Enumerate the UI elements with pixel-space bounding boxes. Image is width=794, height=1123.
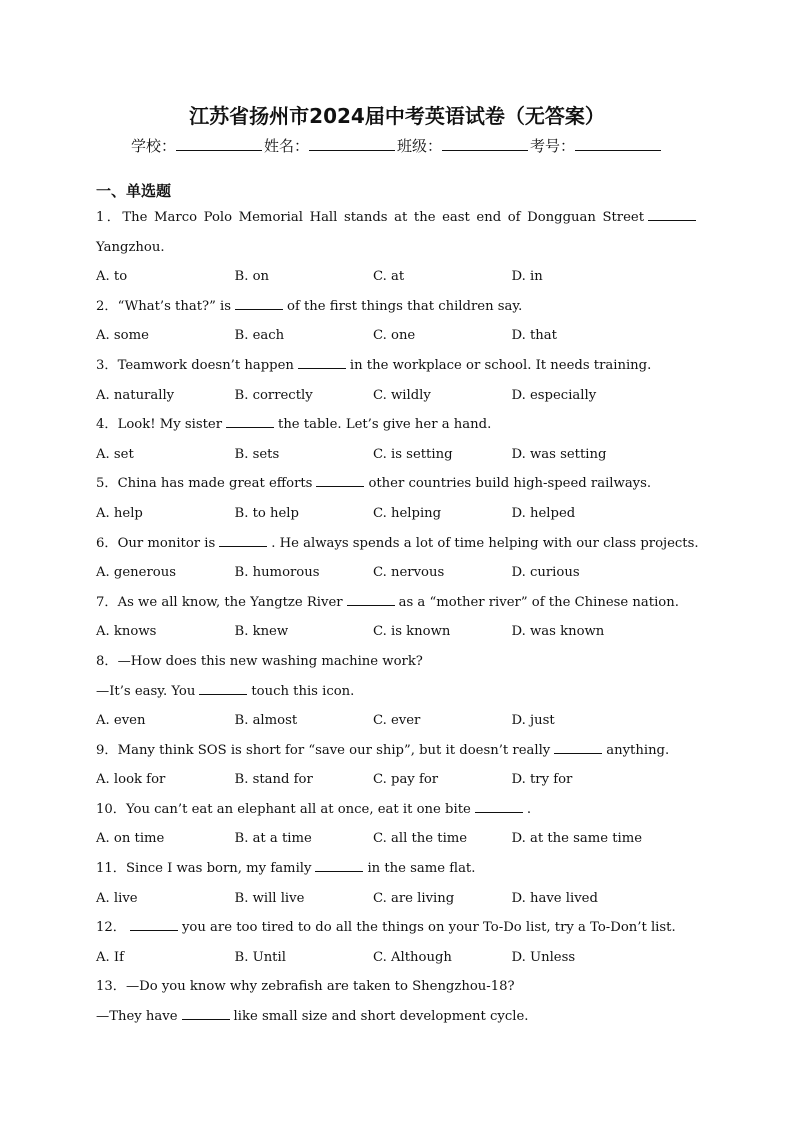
option-d: D. especially	[511, 387, 597, 403]
answer-blank	[554, 741, 602, 754]
option-c: C. is setting	[373, 446, 453, 462]
option-c: C. ever	[373, 713, 421, 729]
option-b: B. almost	[234, 713, 298, 729]
answer-blank	[648, 208, 696, 221]
option-c: C. nervous	[373, 565, 445, 581]
answer-blank	[316, 474, 364, 487]
question-4-options	[96, 440, 700, 470]
question-11-stem: 11．Since I was born, my family in the same flat.	[96, 861, 476, 877]
option-d: D. was setting	[511, 446, 607, 462]
question-2-stem: 2．“What’s that?” is of the first things that children say.	[96, 298, 523, 314]
question-6-stem: 6．Our monitor is . He always spends a lot of time helping with our class projects.	[96, 535, 699, 551]
school-blank	[176, 136, 262, 151]
school-label: 学校：	[130, 137, 176, 155]
option-d: D. have lived	[511, 890, 598, 906]
question-3-options	[96, 381, 700, 411]
option-a: A. set	[96, 446, 134, 462]
class-blank	[442, 136, 528, 151]
option-b: B. on	[234, 269, 270, 285]
option-c: C. at	[373, 269, 405, 285]
option-d: D. that	[511, 328, 557, 344]
option-d: D. curious	[511, 565, 580, 581]
option-c: C. pay for	[373, 772, 439, 788]
question-13-stem-cont: —They have like small size and short development cycle.	[96, 1009, 529, 1025]
question-9-options	[96, 765, 700, 795]
answer-blank	[226, 415, 274, 428]
option-d: D. helped	[511, 505, 576, 521]
option-a: A. If	[96, 949, 124, 965]
question-11-options	[96, 884, 700, 914]
option-b: B. will live	[234, 890, 305, 906]
question-10-options	[96, 824, 700, 854]
option-b: B. to help	[234, 505, 299, 521]
number-blank	[575, 136, 661, 151]
answer-blank	[182, 1007, 230, 1020]
option-a: A. to	[96, 269, 128, 285]
option-a: A. help	[96, 505, 143, 521]
question-7-stem: 7．As we all know, the Yangtze River as a “mother river” of the Chinese nation.	[96, 594, 679, 610]
option-c: C. are living	[373, 890, 455, 906]
question-2-options	[96, 321, 700, 351]
section-title: 一、单选题	[96, 182, 172, 200]
option-d: D. in	[511, 269, 543, 285]
question-5-options	[96, 499, 700, 529]
option-b: B. Until	[234, 949, 286, 965]
answer-blank	[130, 918, 178, 931]
question-1-options	[96, 262, 700, 292]
option-d: D. just	[511, 713, 555, 729]
answer-blank	[199, 682, 247, 695]
option-a: A. live	[96, 890, 138, 906]
option-b: B. humorous	[234, 565, 320, 581]
option-a: A. even	[96, 713, 146, 729]
question-5-stem: 5．China has made great efforts other countries build high-speed railways.	[96, 476, 652, 492]
question-1-stem-cont: Yangzhou.	[96, 239, 165, 255]
option-a: A. on time	[96, 831, 165, 847]
question-8-stem: 8．—How does this new washing machine work?	[96, 653, 423, 669]
option-b: B. stand for	[234, 772, 313, 788]
question-8-options	[96, 706, 700, 736]
question-9-stem: 9．Many think SOS is short for “save our ship”, but it doesn’t really anything.	[96, 742, 670, 758]
question-7-options	[96, 617, 700, 647]
option-a: A. look for	[96, 772, 166, 788]
student-info-line	[0, 135, 794, 156]
option-b: B. sets	[234, 446, 280, 462]
question-6-options	[96, 558, 700, 588]
number-label: 考号：	[530, 137, 576, 155]
class-label: 班级：	[397, 137, 443, 155]
question-3-stem: 3．Teamwork doesn’t happen in the workplace or school. It needs training.	[96, 357, 652, 373]
answer-blank	[315, 859, 363, 872]
option-b: B. correctly	[234, 387, 313, 403]
question-4-stem: 4．Look! My sister the table. Let’s give her a hand.	[96, 417, 492, 433]
answer-blank	[235, 297, 283, 310]
question-12-options	[96, 943, 700, 973]
question-10-stem: 10．You can’t eat an elephant all at once, eat it one bite .	[96, 801, 532, 817]
option-a: A. naturally	[96, 387, 175, 403]
question-1-stem: 1．The Marco Polo Memorial Hall stands at the east end of Dongguan Street	[96, 203, 700, 233]
option-c: C. one	[373, 328, 416, 344]
answer-blank	[347, 593, 395, 606]
option-b: B. each	[234, 328, 285, 344]
answer-blank	[475, 800, 523, 813]
option-c: C. helping	[373, 505, 442, 521]
exam-title: 江苏省扬州市2024届中考英语试卷（无答案）	[189, 104, 605, 128]
question-13-stem: 13．—Do you know why zebrafish are taken to Shengzhou-18?	[96, 979, 515, 995]
answer-blank	[298, 356, 346, 369]
option-a: A. some	[96, 328, 149, 344]
question-list	[96, 203, 700, 1032]
option-d: D. was known	[511, 624, 605, 640]
option-a: A. generous	[96, 565, 176, 581]
option-c: C. all the time	[373, 831, 468, 847]
option-b: B. at a time	[234, 831, 312, 847]
option-c: C. wildly	[373, 387, 431, 403]
question-12-stem: 12． you are too tired to do all the things on your To-Do list, try a To-Don’t list.	[96, 920, 676, 936]
option-a: A. knows	[96, 624, 157, 640]
option-c: C. Although	[373, 949, 452, 965]
question-8-stem-cont: —It’s easy. You touch this icon.	[96, 683, 355, 699]
option-b: B. knew	[234, 624, 289, 640]
option-d: D. at the same time	[511, 831, 643, 847]
answer-blank	[219, 534, 267, 547]
option-d: D. try for	[511, 772, 573, 788]
name-blank	[309, 136, 395, 151]
name-label: 姓名：	[263, 137, 309, 155]
option-c: C. is known	[373, 624, 451, 640]
option-d: D. Unless	[511, 949, 576, 965]
